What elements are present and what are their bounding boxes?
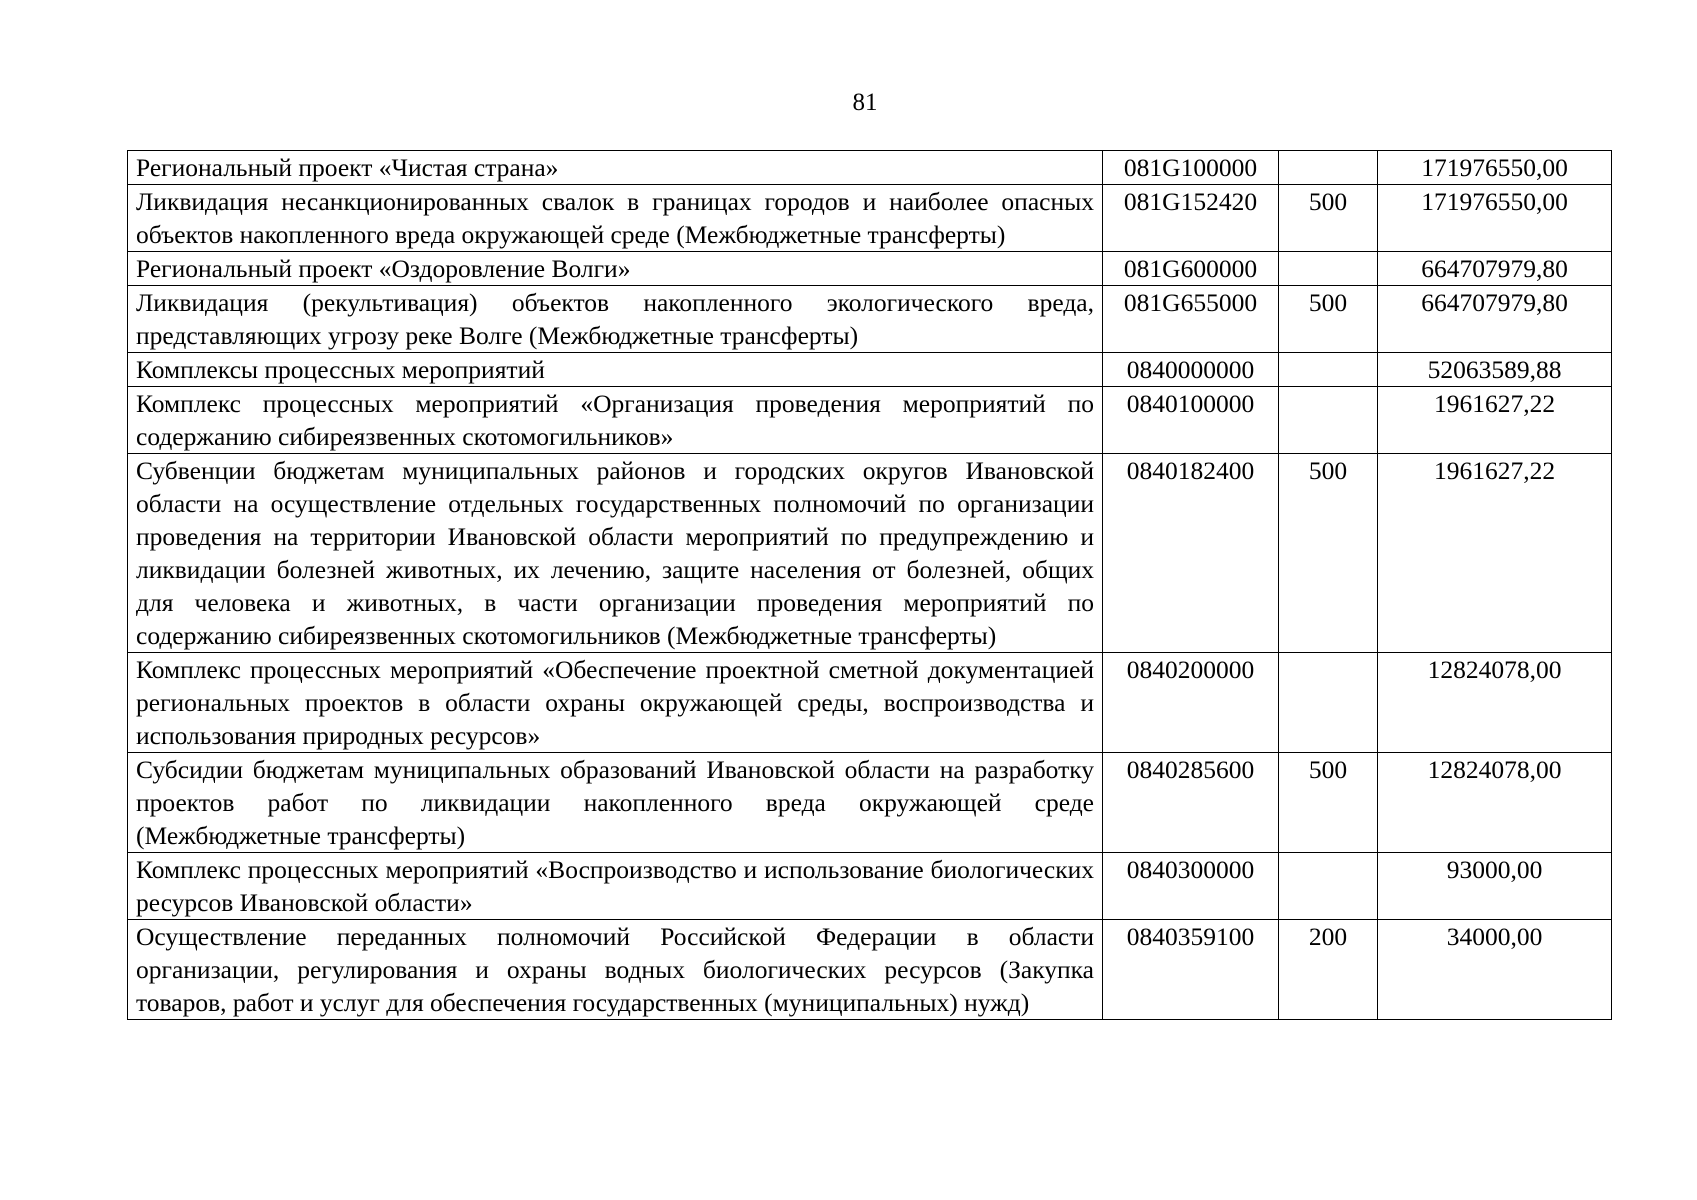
row-expense-type-cell	[1279, 252, 1378, 286]
row-sum-cell: 664707979,80	[1378, 286, 1612, 353]
row-expense-type-cell: 200	[1279, 920, 1378, 1020]
row-name-cell: Субсидии бюджетам муниципальных образований Ивановской области на разработку проектов работ по ликвидации накопленного вреда окружающей среде (Межбюджетные трансферты)	[128, 753, 1103, 853]
row-name-cell: Ликвидация (рекультивация) объектов накопленного экологического вреда, представляющих угрозу реке Волге (Межбюджетные трансферты)	[128, 286, 1103, 353]
row-sum-cell: 171976550,00	[1378, 151, 1612, 185]
row-sum-cell: 171976550,00	[1378, 185, 1612, 252]
row-expense-type-cell	[1279, 151, 1378, 185]
row-code-cell: 081G152420	[1103, 185, 1279, 252]
page-number: 81	[852, 89, 878, 116]
row-code-cell: 0840200000	[1103, 653, 1279, 753]
row-name-cell: Комплекс процессных мероприятий «Организация проведения мероприятий по содержанию сибиреязвенных скотомогильников»	[128, 387, 1103, 454]
row-code-cell: 081G600000	[1103, 252, 1279, 286]
row-expense-type-cell: 500	[1279, 286, 1378, 353]
budget-table	[127, 150, 1612, 1020]
row-sum-cell: 12824078,00	[1378, 653, 1612, 753]
row-sum-cell: 1961627,22	[1378, 387, 1612, 454]
table-row	[128, 853, 1612, 920]
row-expense-type-cell: 500	[1279, 185, 1378, 252]
table-row	[128, 286, 1612, 353]
row-name-cell: Комплекс процессных мероприятий «Воспроизводство и использование биологических ресурсов Ивановской области»	[128, 853, 1103, 920]
row-expense-type-cell	[1279, 387, 1378, 454]
row-code-cell: 0840000000	[1103, 353, 1279, 387]
row-sum-cell: 52063589,88	[1378, 353, 1612, 387]
table-row	[128, 252, 1612, 286]
table-row	[128, 454, 1612, 653]
row-code-cell: 0840300000	[1103, 853, 1279, 920]
row-code-cell: 0840285600	[1103, 753, 1279, 853]
row-sum-cell: 34000,00	[1378, 920, 1612, 1020]
row-code-cell: 0840359100	[1103, 920, 1279, 1020]
row-expense-type-cell: 500	[1279, 753, 1378, 853]
row-name-cell: Ликвидация несанкционированных свалок в границах городов и наиболее опасных объектов накопленного вреда окружающей среде (Межбюджетные трансферты)	[128, 185, 1103, 252]
table-row	[128, 753, 1612, 853]
row-sum-cell: 12824078,00	[1378, 753, 1612, 853]
row-sum-cell: 1961627,22	[1378, 454, 1612, 653]
row-name-cell: Региональный проект «Оздоровление Волги»	[128, 252, 1103, 286]
row-code-cell: 0840182400	[1103, 454, 1279, 653]
row-sum-cell: 93000,00	[1378, 853, 1612, 920]
row-name-cell: Региональный проект «Чистая страна»	[128, 151, 1103, 185]
row-name-cell: Комплекс процессных мероприятий «Обеспечение проектной сметной документацией региональных проектов в области охраны окружающей среды, воспроизводства и использования природных ресурсов»	[128, 653, 1103, 753]
row-name-cell: Осуществление переданных полномочий Российской Федерации в области организации, регулирования и охраны водных биологических ресурсов (Закупка товаров, работ и услуг для обеспечения государственных (муниципальных) нужд)	[128, 920, 1103, 1020]
row-expense-type-cell: 500	[1279, 454, 1378, 653]
table-row	[128, 920, 1612, 1020]
table-row	[128, 185, 1612, 252]
table-row	[128, 353, 1612, 387]
budget-table-body	[128, 151, 1612, 1020]
row-sum-cell: 664707979,80	[1378, 252, 1612, 286]
row-code-cell: 0840100000	[1103, 387, 1279, 454]
row-name-cell: Субвенции бюджетам муниципальных районов и городских округов Ивановской области на осуществление отдельных государственных полномочий по организации проведения на территории Ивановской области мероприятий по предупреждению и ликвидации болезней животных, их лечению, защите населения от болезней, общих для человека и животных, в части организации проведения мероприятий по содержанию сибиреязвенных скотомогильников (Межбюджетные трансферты)	[128, 454, 1103, 653]
table-row	[128, 653, 1612, 753]
row-expense-type-cell	[1279, 853, 1378, 920]
row-expense-type-cell	[1279, 653, 1378, 753]
table-row	[128, 151, 1612, 185]
row-code-cell: 081G100000	[1103, 151, 1279, 185]
table-row	[128, 387, 1612, 454]
row-code-cell: 081G655000	[1103, 286, 1279, 353]
row-expense-type-cell	[1279, 353, 1378, 387]
row-name-cell: Комплексы процессных мероприятий	[128, 353, 1103, 387]
